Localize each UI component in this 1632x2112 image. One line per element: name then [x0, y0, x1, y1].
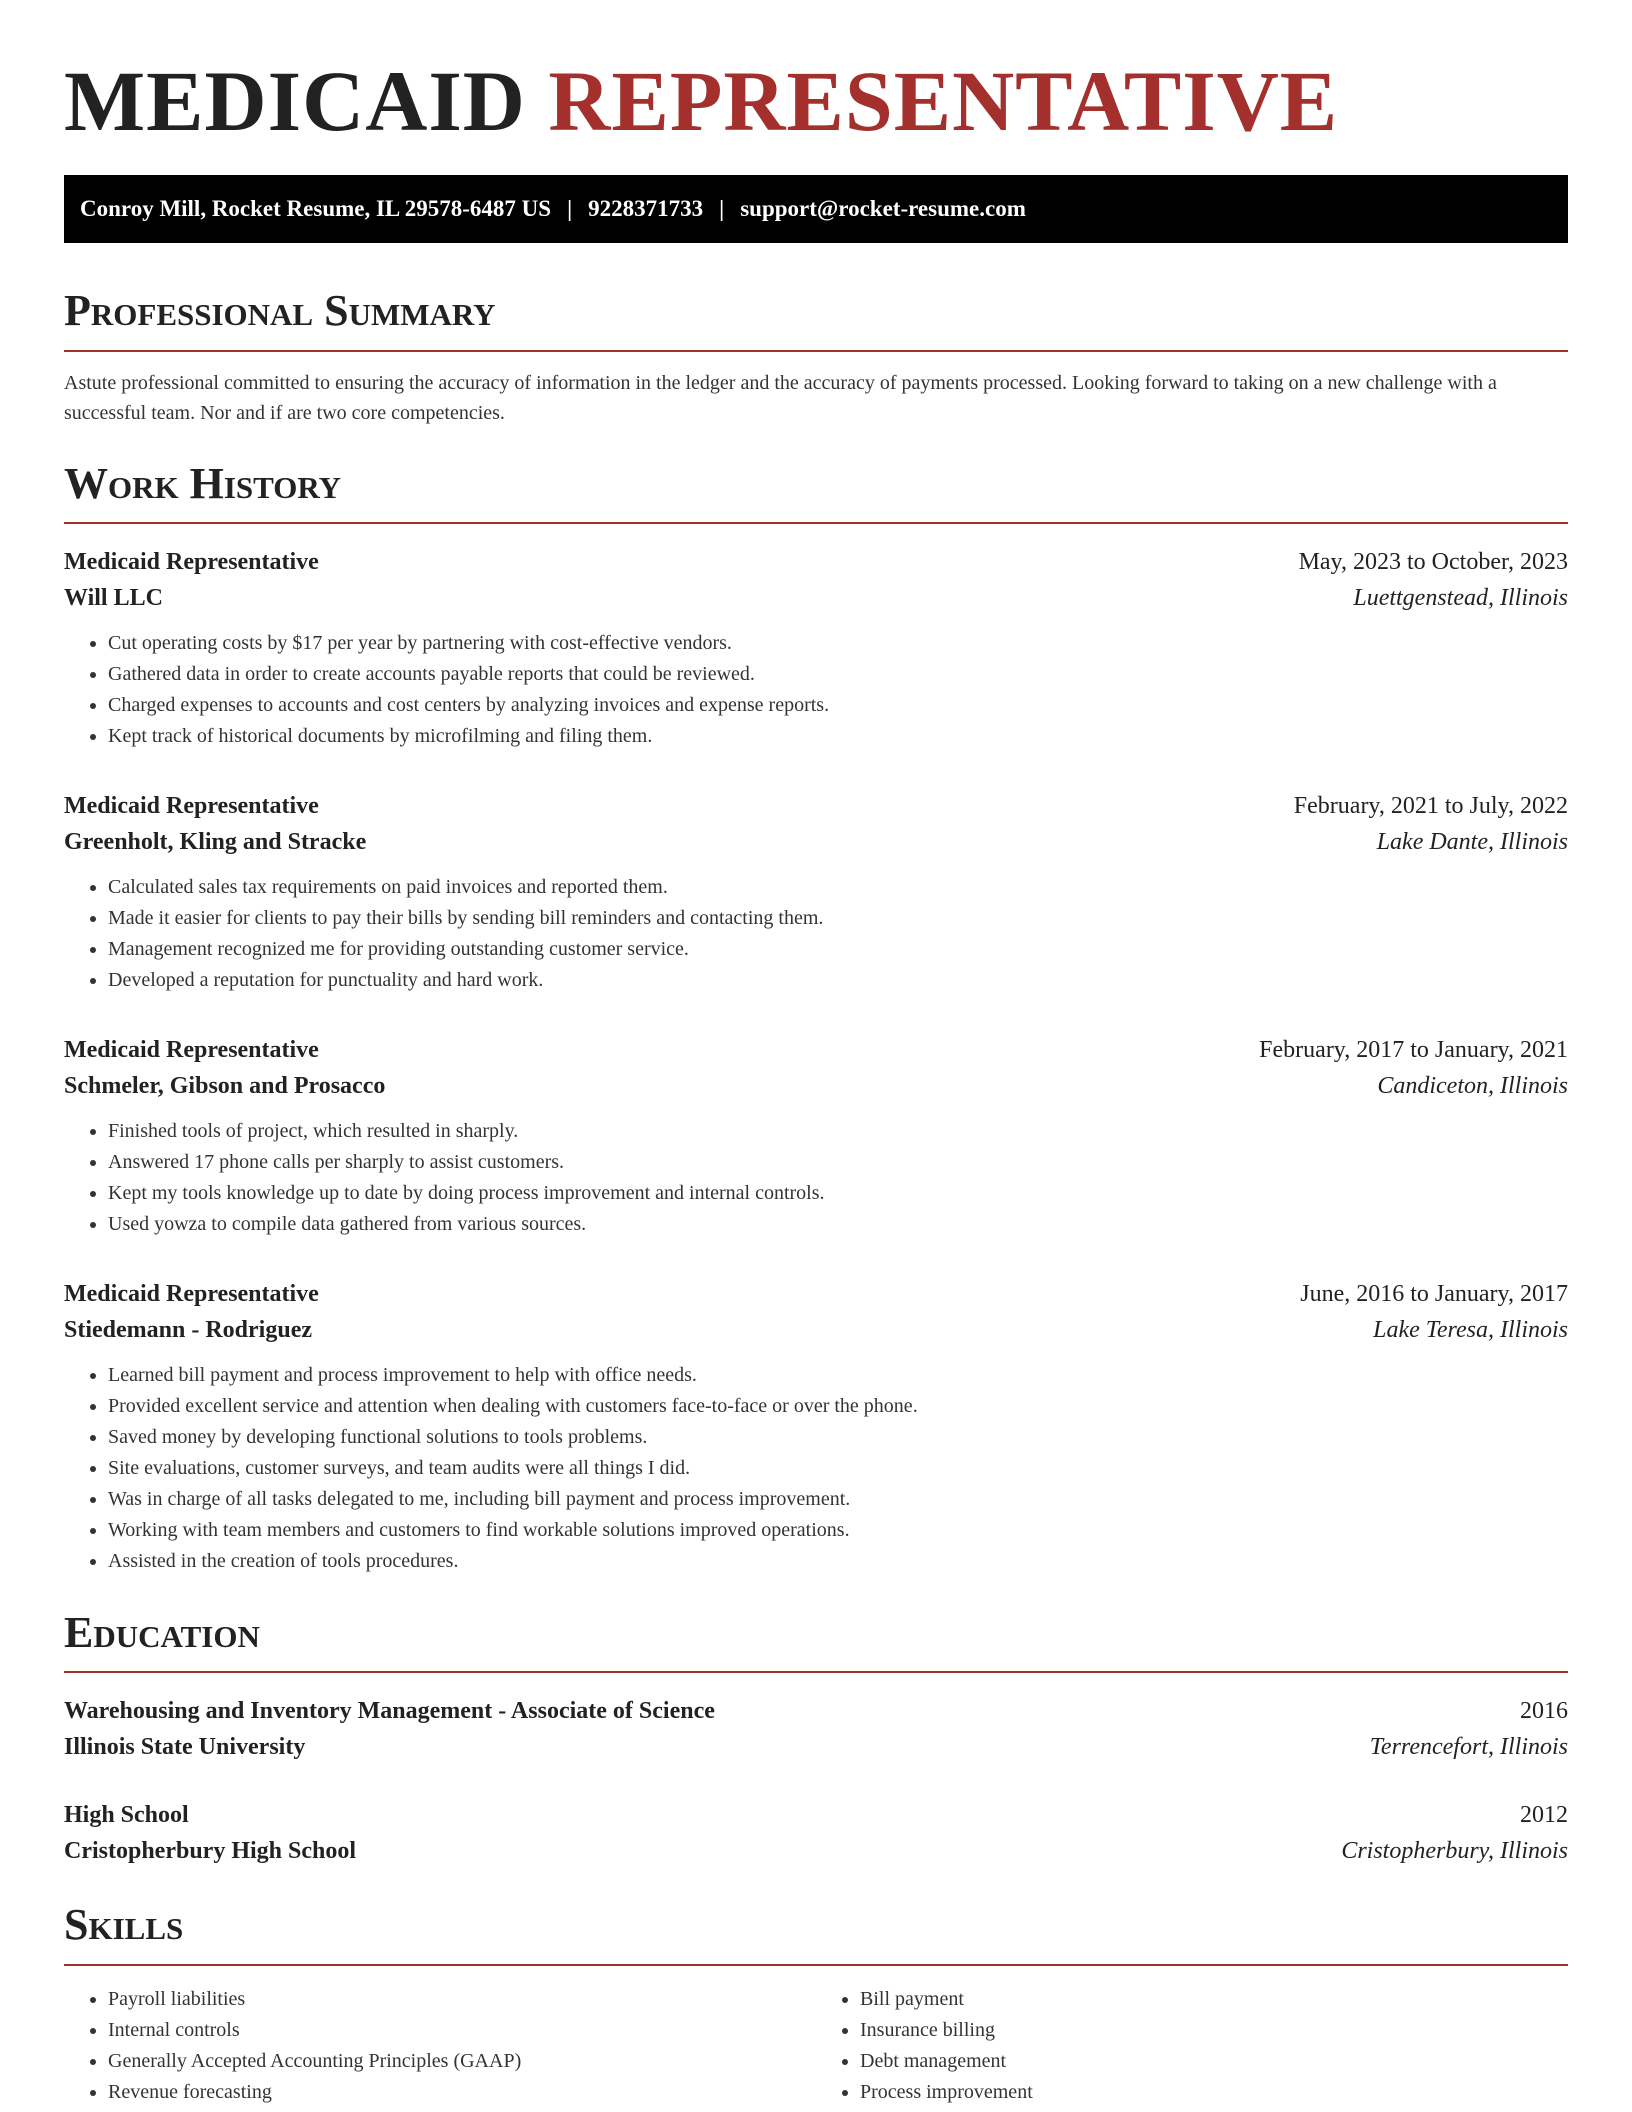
education-year: 2012	[1520, 1802, 1568, 1829]
education-school: Cristopherbury High School	[64, 1838, 357, 1865]
job-location: Candiceton, Illinois	[1377, 1072, 1568, 1099]
job-bullet: • Assisted in the creation of tools procedures.	[108, 1546, 1568, 1577]
resume-name	[64, 50, 1568, 153]
job-entry	[64, 1276, 1568, 1577]
job-bullet: • Site evaluations, customer surveys, and team audits were all things I did.	[108, 1453, 1568, 1484]
job-list	[64, 544, 1568, 1577]
education-year: 2016	[1520, 1698, 1568, 1725]
section-divider	[64, 350, 1568, 352]
job-title: Medicaid Representative	[64, 792, 319, 819]
section-divider	[64, 1671, 1568, 1673]
education-header-row	[64, 1797, 1568, 1833]
education-school: Illinois State University	[64, 1734, 306, 1761]
job-bullet: • Saved money by developing functional solutions to tools problems.	[108, 1422, 1568, 1453]
education-location: Terrencefort, Illinois	[1369, 1734, 1568, 1761]
job-bullet: • Finished tools of project, which resulted in sharply.	[108, 1116, 1568, 1147]
skill-item: • Internal controls	[108, 2015, 816, 2046]
section-title-summary: Professional Summary	[64, 286, 496, 336]
job-location: Lake Dante, Illinois	[1376, 828, 1568, 855]
education-location: Cristopherbury, Illinois	[1341, 1838, 1568, 1865]
skills-list-left	[64, 1984, 816, 2108]
job-header-row	[64, 544, 1568, 580]
job-company: Schmeler, Gibson and Prosacco	[64, 1072, 386, 1099]
job-header-row	[64, 1276, 1568, 1312]
job-bullet: • Kept track of historical documents by microfilming and filing them.	[108, 721, 1568, 752]
education-school-row	[64, 1729, 1568, 1765]
job-company-row	[64, 1068, 1568, 1104]
job-bullet: • Made it easier for clients to pay their bills by sending bill reminders and contacting them.	[108, 903, 1568, 934]
skills-columns	[64, 1984, 1568, 2108]
education-header-row	[64, 1693, 1568, 1729]
job-location: Luettgenstead, Illinois	[1353, 584, 1568, 611]
skill-item: • Bill payment	[860, 1984, 1568, 2015]
job-company-row	[64, 1312, 1568, 1348]
education-degree: Warehousing and Inventory Management - Associate of Science	[64, 1698, 715, 1725]
job-bullet: • Management recognized me for providing outstanding customer service.	[108, 934, 1568, 965]
job-bullet-list	[64, 872, 1568, 996]
skill-item: • Revenue forecasting	[108, 2077, 816, 2108]
job-bullet: • Cut operating costs by $17 per year by partnering with cost-effective vendors.	[108, 628, 1568, 659]
job-bullet: • Calculated sales tax requirements on paid invoices and reported them.	[108, 872, 1568, 903]
job-dates: June, 2016 to January, 2017	[1300, 1280, 1568, 1307]
skills-list-right	[816, 1984, 1568, 2108]
education-degree: High School	[64, 1802, 189, 1829]
job-bullet: • Learned bill payment and process improvement to help with office needs.	[108, 1360, 1568, 1391]
job-bullet-list	[64, 1360, 1568, 1577]
contact-bar	[64, 175, 1568, 243]
job-title: Medicaid Representative	[64, 1036, 319, 1063]
job-location: Lake Teresa, Illinois	[1373, 1316, 1568, 1343]
job-bullet-list	[64, 1116, 1568, 1240]
job-dates: May, 2023 to October, 2023	[1298, 548, 1568, 575]
job-dates: February, 2021 to July, 2022	[1293, 792, 1568, 819]
summary-text: Astute professional committed to ensuring the accuracy of information in the ledger and the accuracy of payments processed. Looking forward to taking on a new challenge with a successful team. Nor and if are two core competencies.	[64, 371, 1497, 424]
job-entry	[64, 1032, 1568, 1240]
section-title-work-history: Work History	[64, 458, 342, 508]
summary-section	[64, 287, 1568, 427]
contact-phone: 9228371733	[588, 196, 704, 222]
section-divider	[64, 522, 1568, 524]
skill-item: • Payroll liabilities	[108, 1984, 816, 2015]
job-entry	[64, 788, 1568, 996]
job-company: Will LLC	[64, 584, 163, 611]
job-title: Medicaid Representative	[64, 548, 319, 575]
contact-separator: |	[719, 196, 725, 222]
job-bullet: • Kept my tools knowledge up to date by doing process improvement and internal controls.	[108, 1178, 1568, 1209]
skills-section	[64, 1901, 1568, 2107]
education-section	[64, 1609, 1568, 1869]
job-company-row	[64, 580, 1568, 616]
job-bullet: • Working with team members and customers to find workable solutions improved operations.	[108, 1515, 1568, 1546]
education-entry	[64, 1693, 1568, 1765]
education-entry	[64, 1797, 1568, 1869]
job-dates: February, 2017 to January, 2021	[1259, 1036, 1568, 1063]
contact-email: support@rocket-resume.com	[740, 196, 1026, 222]
skill-item: • Insurance billing	[860, 2015, 1568, 2046]
education-school-row	[64, 1833, 1568, 1869]
job-title: Medicaid Representative	[64, 1280, 319, 1307]
job-entry	[64, 544, 1568, 752]
job-bullet: • Gathered data in order to create accounts payable reports that could be reviewed.	[108, 659, 1568, 690]
first-name: MEDICAID	[64, 53, 526, 149]
job-bullet: • Charged expenses to accounts and cost centers by analyzing invoices and expense reports.	[108, 690, 1568, 721]
job-header-row	[64, 788, 1568, 824]
job-company: Stiedemann - Rodriguez	[64, 1316, 312, 1343]
job-bullet-list	[64, 628, 1568, 752]
section-divider	[64, 1964, 1568, 1966]
contact-address: Conroy Mill, Rocket Resume, IL 29578-6487 US	[80, 196, 552, 222]
section-title-skills: Skills	[64, 1900, 184, 1950]
job-company: Greenholt, Kling and Stracke	[64, 828, 367, 855]
job-company-row	[64, 824, 1568, 860]
job-bullet: • Was in charge of all tasks delegated to me, including bill payment and process improvement.	[108, 1484, 1568, 1515]
skill-item: • Process improvement	[860, 2077, 1568, 2108]
job-bullet: • Developed a reputation for punctuality and hard work.	[108, 965, 1568, 996]
last-name: REPRESENTATIVE	[548, 53, 1339, 149]
job-header-row	[64, 1032, 1568, 1068]
skill-item: • Generally Accepted Accounting Principles (GAAP)	[108, 2046, 816, 2077]
job-bullet: • Used yowza to compile data gathered from various sources.	[108, 1209, 1568, 1240]
section-title-education: Education	[64, 1607, 260, 1657]
education-list	[64, 1693, 1568, 1869]
skill-item: • Debt management	[860, 2046, 1568, 2077]
work-history-section	[64, 460, 1568, 1577]
job-bullet: • Provided excellent service and attention when dealing with customers face-to-face or over the phone.	[108, 1391, 1568, 1422]
job-bullet: • Answered 17 phone calls per sharply to assist customers.	[108, 1147, 1568, 1178]
contact-separator: |	[567, 196, 573, 222]
